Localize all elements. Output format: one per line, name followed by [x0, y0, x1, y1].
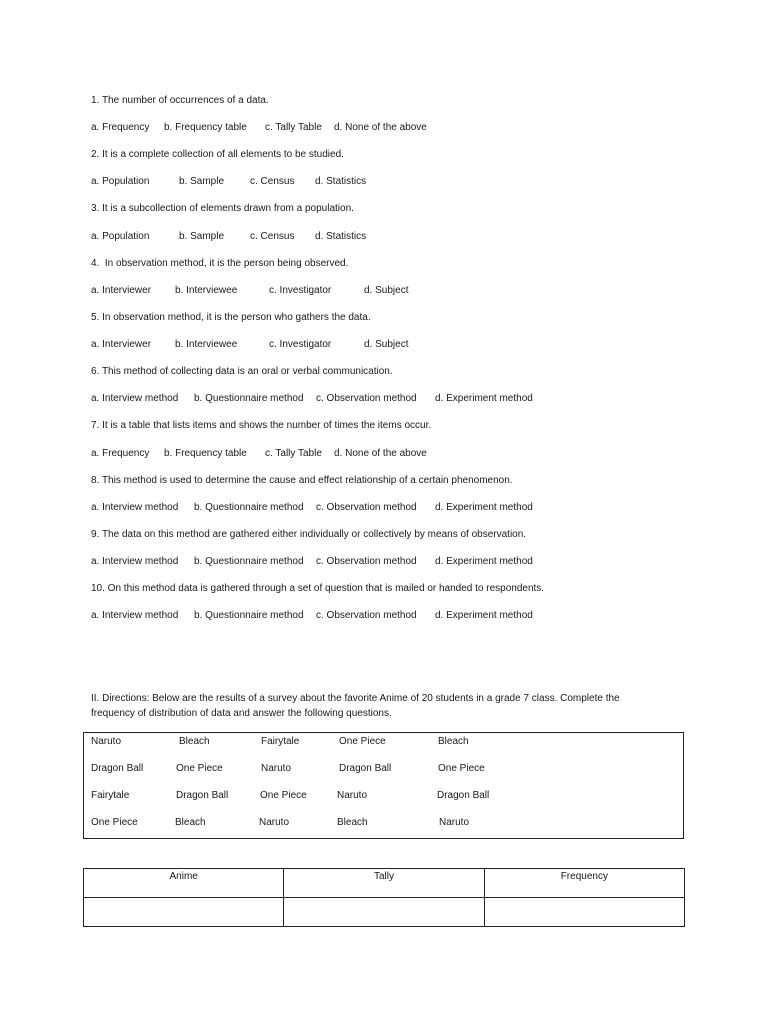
q5-option-b: b. Interviewee [175, 339, 238, 350]
q3-option-c: c. Census [250, 231, 295, 242]
q3-option-a: a. Population [91, 231, 150, 242]
q2-option-c: c. Census [250, 176, 295, 187]
q8-option-c: c. Observation method [316, 502, 417, 513]
q9-option-b: b. Questionnaire method [194, 556, 304, 567]
q1-option-d: d. None of the above [334, 122, 427, 133]
q5-option-d: d. Subject [364, 339, 409, 350]
survey-cell: Naruto [261, 763, 292, 774]
q6-option-b: b. Questionnaire method [194, 393, 304, 404]
question-9: 9. The data on this method are gathered either individually or collectively by means of observation. [91, 529, 527, 540]
table-header-row [84, 869, 685, 898]
column-header-anime: Anime [84, 869, 284, 898]
question-10: 10. On this method data is gathered through a set of question that is mailed or handed to respondents. [91, 583, 545, 594]
survey-cell: One Piece [260, 790, 307, 801]
survey-cell: Fairytale [261, 736, 300, 747]
q10-option-a: a. Interview method [91, 610, 179, 621]
frequency-cell[interactable] [484, 898, 684, 927]
question-7: 7. It is a table that lists items and shows the number of times the items occur. [91, 420, 432, 431]
question-1: 1. The number of occurrences of a data. [91, 95, 269, 106]
survey-cell: One Piece [91, 817, 138, 828]
survey-cell: One Piece [438, 763, 485, 774]
survey-cell: Dragon Ball [176, 790, 229, 801]
q7-option-a: a. Frequency [91, 448, 150, 459]
survey-cell: Fairytale [91, 790, 130, 801]
q7-option-d: d. None of the above [334, 448, 427, 459]
question-4: 4. In observation method, it is the person being observed. [91, 258, 349, 269]
directions-text: II. Directions: Below are the results of a survey about the favorite Anime of 20 students in a grade 7 class. Complete the frequency of distribution of data and answer the following questions. [91, 693, 620, 719]
question-6: 6. This method of collecting data is an oral or verbal communication. [91, 366, 393, 377]
q10-option-b: b. Questionnaire method [194, 610, 304, 621]
survey-cell: Bleach [438, 736, 469, 747]
survey-cell: Dragon Ball [339, 763, 392, 774]
question-5: 5. In observation method, it is the person who gathers the data. [91, 312, 371, 323]
q10-option-d: d. Experiment method [435, 610, 533, 621]
q5-option-c: c. Investigator [269, 339, 332, 350]
survey-cell: Naruto [337, 790, 368, 801]
survey-cell: Dragon Ball [437, 790, 490, 801]
question-8: 8. This method is used to determine the cause and effect relationship of a certain phenomenon. [91, 475, 513, 486]
q5-option-a: a. Interviewer [91, 339, 152, 350]
q4-option-b: b. Interviewee [175, 285, 238, 296]
q4-option-c: c. Investigator [269, 285, 332, 296]
survey-cell: Naruto [439, 817, 470, 828]
survey-cell: Naruto [91, 736, 122, 747]
q2-option-d: d. Statistics [315, 176, 367, 187]
q8-option-b: b. Questionnaire method [194, 502, 304, 513]
question-3: 3. It is a subcollection of elements drawn from a population. [91, 203, 354, 214]
q3-option-b: b. Sample [179, 231, 225, 242]
q10-option-c: c. Observation method [316, 610, 417, 621]
q1-option-c: c. Tally Table [265, 122, 322, 133]
question-2: 2. It is a complete collection of all elements to be studied. [91, 149, 344, 160]
q8-option-d: d. Experiment method [435, 502, 533, 513]
q2-option-a: a. Population [91, 176, 150, 187]
survey-cell: Naruto [259, 817, 290, 828]
survey-cell: Bleach [337, 817, 368, 828]
q6-option-a: a. Interview method [91, 393, 179, 404]
q9-option-c: c. Observation method [316, 556, 417, 567]
q2-option-b: b. Sample [179, 176, 225, 187]
q1-option-a: a. Frequency [91, 122, 150, 133]
survey-cell: One Piece [176, 763, 223, 774]
q6-option-c: c. Observation method [316, 393, 417, 404]
table-row [84, 898, 685, 927]
survey-cell: Bleach [179, 736, 210, 747]
q4-option-a: a. Interviewer [91, 285, 152, 296]
q4-option-d: d. Subject [364, 285, 409, 296]
column-header-tally: Tally [284, 869, 484, 898]
q9-option-a: a. Interview method [91, 556, 179, 567]
q7-option-c: c. Tally Table [265, 448, 322, 459]
survey-cell: Dragon Ball [91, 763, 144, 774]
column-header-frequency: Frequency [484, 869, 684, 898]
q9-option-d: d. Experiment method [435, 556, 533, 567]
q1-option-b: b. Frequency table [164, 122, 247, 133]
survey-cell: Bleach [175, 817, 206, 828]
survey-results-box [83, 732, 684, 839]
survey-cell: One Piece [339, 736, 386, 747]
frequency-table [83, 868, 685, 927]
q7-option-b: b. Frequency table [164, 448, 247, 459]
tally-cell[interactable] [284, 898, 484, 927]
q8-option-a: a. Interview method [91, 502, 179, 513]
q6-option-d: d. Experiment method [435, 393, 533, 404]
q3-option-d: d. Statistics [315, 231, 367, 242]
anime-cell[interactable] [84, 898, 284, 927]
